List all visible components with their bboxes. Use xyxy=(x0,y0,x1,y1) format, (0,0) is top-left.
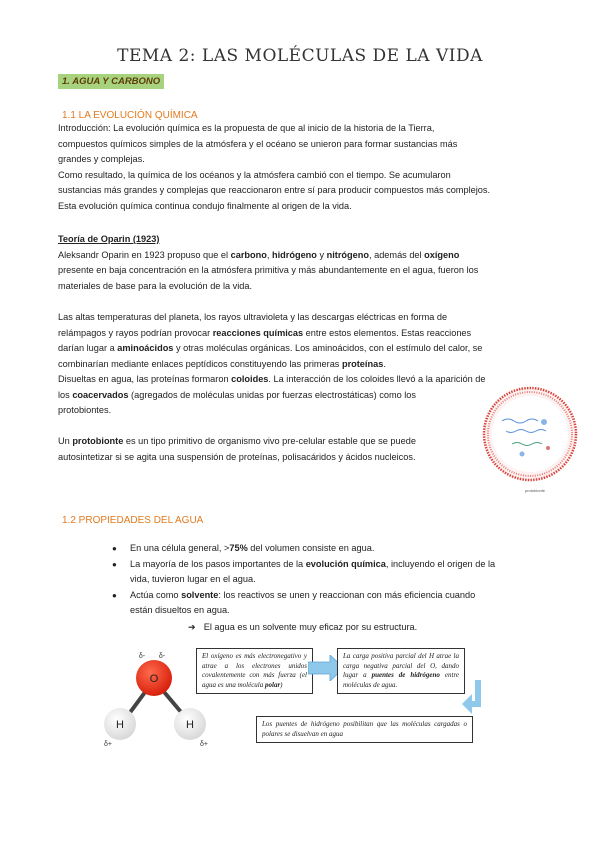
oparin-paragraph: Teoría de Oparin (1923) Aleksandr Oparin en 1923 propuso que el carbono, hidrógeno y nitrógeno, además del oxígeno presente en baja concentración en la atmósfera primitiva y más abundantemente en el agua, fueron los materiales de base para la evolución de la vida. xyxy=(58,232,526,294)
page-title: TEMA 2: LAS MOLÉCULAS DE LA VIDA xyxy=(117,46,483,66)
list-item: ● En una célula general, >75% del volumen consiste en agua. xyxy=(112,541,532,557)
delta-plus-label: δ+ xyxy=(104,741,112,748)
intro-paragraph: Introducción: La evolución química es la propuesta de que al inicio de la historia de la Tierra, compuestos químicos simples de la atmósfera y el océano se unieron para formar sustancias más grandes y complejas. Como resultado, la química de los océanos y la atmósfera cambió con el tiempo. Se acumularon sustancias más grandes y complejas que reaccionaron entre sí para producir compuestos más complejos. Esta evolución química continua condujo finalmente al origen de la vida. xyxy=(58,123,491,211)
subheading-propiedades-agua: 1.2 PROPIEDADES DEL AGUA xyxy=(62,515,204,526)
hydrogen-label: H xyxy=(186,719,194,731)
hydrogen-label: H xyxy=(116,719,124,731)
list-item: ● La mayoría de los pasos importantes de la evolución química, incluyendo el origen de la vida, tuvieron lugar en el agua. xyxy=(112,557,532,588)
water-properties-list xyxy=(112,541,532,619)
oparin-heading: Teoría de Oparin (1923) xyxy=(58,234,160,244)
note-electronegativity: El oxígeno es más electronegativo y atrae a los electrones unidos covalentemente con más fuerza (el agua es una molécula polar) xyxy=(196,648,313,694)
delta-minus-label: δ- xyxy=(138,653,146,660)
sub-bullet: ➔ El agua es un solvente muy eficaz por su estructura. xyxy=(188,622,418,632)
subheading-evolucion-quimica: 1.1 LA EVOLUCIÓN QUÍMICA xyxy=(62,110,198,121)
note-solubility: Los puentes de hidrógeno posibilitan que las moléculas cargadas o polares se disuelvan en agua xyxy=(256,716,473,743)
list-item: ● Actúa como solvente: los reactivos se unen y reaccionan con más eficiencia cuando están disueltos en agua. xyxy=(112,588,532,619)
delta-minus-label: δ- xyxy=(158,653,166,660)
delta-plus-label: δ+ xyxy=(200,741,208,748)
protobiont-illustration xyxy=(482,376,578,494)
protobionte-paragraph: Un protobionte es un tipo primitivo de organismo vivo pre-celular estable que se puede autosintetizar si se agita una suspensión de proteínas, polisacáridos y ácidos nucleicos. xyxy=(58,436,416,462)
protobiont-caption: protobionte xyxy=(525,488,546,493)
section-heading-agua-carbono: 1. AGUA Y CARBONO xyxy=(58,74,164,89)
arrow-right-icon: ➔ xyxy=(188,622,196,632)
note-hydrogen-bonds: La carga positiva parcial del H atrae la carga negativa parcial del O, dando lugar a puentes de hidrógeno entre moléculas de agua. xyxy=(337,648,465,694)
oxygen-label: O xyxy=(149,673,159,685)
reactions-paragraph: Las altas temperaturas del planeta, los rayos ultravioleta y las descargas eléctricas en forma de relámpagos y rayos podrían provocar reacciones químicas entre estos elementos. Estas reacciones darían lugar a aminoácidos y otras moléculas orgánicas. Los aminoácidos, con el estímulo del calor, se combinarían mediante enlaces peptídicos constituyendo las primeras proteínas. Disueltas en agua, las proteínas formaron coloides. La interacción de los coloides llevó a la aparición de los coacervados (agregados de moléculas unidas por fuerzas electrostáticas) como los protobiontes. xyxy=(58,312,486,415)
